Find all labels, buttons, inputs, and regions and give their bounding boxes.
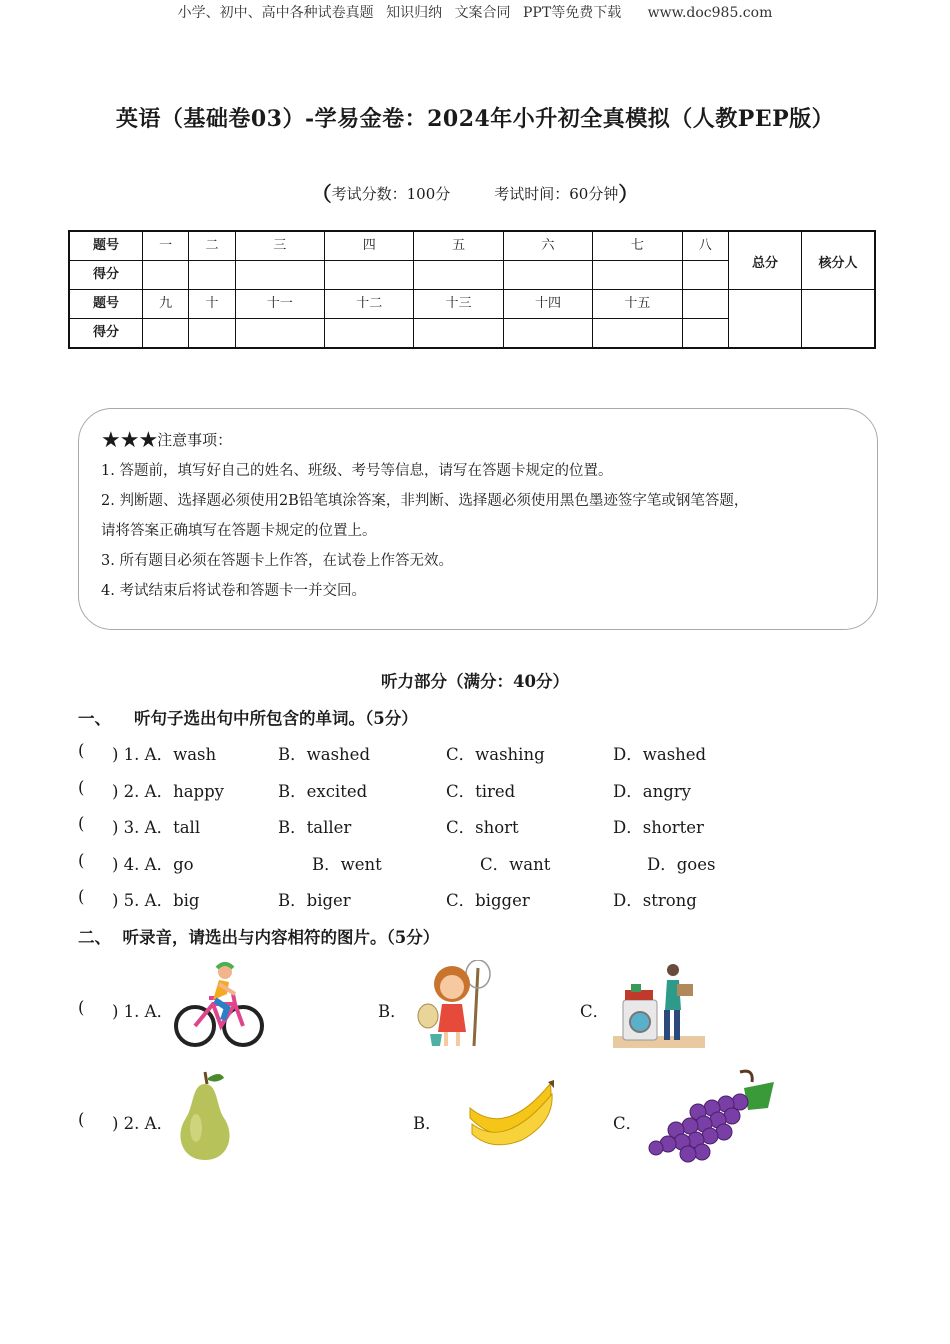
question-number <box>682 290 728 319</box>
question-number: 三 <box>235 231 324 261</box>
score-cell[interactable] <box>325 319 414 349</box>
question-number: 二 <box>189 231 235 261</box>
question-option-b: B．taller <box>278 818 352 837</box>
checker-cell[interactable] <box>802 290 876 349</box>
score-cell[interactable] <box>235 319 324 349</box>
question-option-a: ) 1. A．wash <box>112 745 217 764</box>
question-number: 五 <box>414 231 503 261</box>
question-option-d: D．goes <box>647 855 716 874</box>
question-number: 十一 <box>235 290 324 319</box>
question-number: 十 <box>189 290 235 319</box>
question-number: 七 <box>593 231 682 261</box>
question-option-b: B．went <box>312 855 382 874</box>
score-cell[interactable] <box>593 261 682 290</box>
score-cell[interactable] <box>503 319 592 349</box>
exam-info-close: ） <box>618 182 639 206</box>
picture-option-c-label: C． <box>580 1002 610 1021</box>
exam-time: 考试时间：60分钟 <box>494 185 619 203</box>
question-option-c: C．want <box>480 855 551 874</box>
laundry-picture[interactable] <box>613 962 705 1050</box>
answer-bracket[interactable]: ( <box>78 814 85 833</box>
header-item: 知识归纳 <box>386 5 443 21</box>
star-icon: ★★★ <box>101 428 158 453</box>
header-link[interactable]: www.doc985.com <box>647 5 773 21</box>
score-cell[interactable] <box>325 261 414 290</box>
header-bar <box>0 2 950 22</box>
answer-bracket[interactable]: ( <box>78 887 85 906</box>
picture-question-row <box>78 1068 898 1168</box>
answer-bracket[interactable]: ( <box>78 741 85 760</box>
question-row <box>78 778 898 804</box>
question-row <box>78 741 898 767</box>
question-option-d: D．washed <box>613 745 707 764</box>
question-number: 十三 <box>414 290 503 319</box>
exam-score: 考试分数：100分 <box>331 185 451 203</box>
answer-bracket[interactable]: ( <box>78 851 85 870</box>
answer-bracket[interactable]: ( <box>78 1110 85 1129</box>
question-row <box>78 814 898 840</box>
question-option-b: B．washed <box>278 745 371 764</box>
notice-heading <box>101 425 855 456</box>
picture-option-b-label: B． <box>413 1114 442 1133</box>
notice-heading-text: 注意事项： <box>157 431 233 449</box>
header-item: 小学、初中、高中各种试卷真题 <box>177 5 374 21</box>
exam-info-open: （ <box>311 182 332 206</box>
question-option-a: ) 5. A．big <box>112 891 200 910</box>
total-score-cell[interactable] <box>729 290 802 349</box>
score-cell[interactable] <box>593 319 682 349</box>
question-number: 十二 <box>325 290 414 319</box>
question-row <box>78 851 898 877</box>
score-cell[interactable] <box>189 319 235 349</box>
notice-item: 4. 考试结束后将试卷和答题卡一并交回。 <box>101 583 366 599</box>
notice-item: 1. 答题前，填写好自己的姓名、班级、考号等信息，请写在答题卡规定的位置。 <box>101 463 613 479</box>
question-option-a: ) 2. A．happy <box>112 782 224 801</box>
question-option-d: D．strong <box>613 891 697 910</box>
score-cell[interactable] <box>414 261 503 290</box>
answer-bracket[interactable]: ( <box>78 998 85 1017</box>
part2-heading: 二、 听录音，请选出与内容相符的图片。（5分） <box>78 928 440 947</box>
question-option-c: C．tired <box>446 782 516 801</box>
score-table <box>68 230 876 349</box>
header-item: PPT等免费下载 <box>523 5 622 21</box>
notice-item: 3. 所有题目必须在答题卡上作答，在试卷上作答无效。 <box>101 553 453 569</box>
picture-option-a-label: ) 2. A． <box>112 1114 174 1133</box>
question-option-c: C．washing <box>446 745 545 764</box>
question-number: 六 <box>503 231 592 261</box>
exam-info <box>0 178 950 207</box>
question-number: 八 <box>682 231 728 261</box>
bicycle-rider-picture[interactable] <box>173 960 265 1050</box>
picture-question-row <box>78 958 898 1054</box>
score-cell[interactable] <box>682 261 728 290</box>
grapes-picture[interactable] <box>644 1068 780 1164</box>
question-option-b: B．biger <box>278 891 351 910</box>
score-cell[interactable] <box>143 319 189 349</box>
girl-with-net-picture[interactable] <box>408 960 500 1050</box>
question-option-b: B．excited <box>278 782 368 801</box>
question-number: 十五 <box>593 290 682 319</box>
score-cell[interactable] <box>235 261 324 290</box>
question-option-a: ) 3. A．tall <box>112 818 201 837</box>
question-option-d: D．angry <box>613 782 691 801</box>
question-option-c: C．bigger <box>446 891 530 910</box>
score-cell[interactable] <box>189 261 235 290</box>
total-score-header: 总分 <box>729 231 802 290</box>
checker-header: 核分人 <box>802 231 876 290</box>
question-option-d: D．shorter <box>613 818 704 837</box>
pear-picture[interactable] <box>170 1068 240 1162</box>
question-number: 九 <box>143 290 189 319</box>
part1-heading: 一、 听句子选出句中所包含的单词。（5分） <box>78 709 418 728</box>
question-number: 四 <box>325 231 414 261</box>
header-item: 文案合同 <box>454 5 511 21</box>
question-option-a: ) 4. A．go <box>112 855 194 874</box>
score-cell[interactable] <box>143 261 189 290</box>
answer-bracket[interactable]: ( <box>78 778 85 797</box>
question-row <box>78 887 898 913</box>
notice-item: 2. 判断题、选择题必须使用2B铅笔填涂答案，非判断、选择题必须使用黑色墨迹签字笔或钢笔答题， <box>101 493 749 509</box>
table-label: 得分 <box>69 261 143 290</box>
table-label: 题号 <box>69 231 143 261</box>
table-label: 得分 <box>69 319 143 349</box>
question-number: 一 <box>143 231 189 261</box>
question-number: 十四 <box>503 290 592 319</box>
page-title: 英语（基础卷03）-学易金卷：2024年小升初全真模拟（人教PEP版） <box>115 106 835 132</box>
section-title: 听力部分（满分：40分） <box>381 672 569 691</box>
bananas-picture[interactable] <box>466 1078 558 1148</box>
picture-option-c-label: C． <box>613 1114 643 1133</box>
picture-option-b-label: B． <box>378 1002 407 1021</box>
table-label: 题号 <box>69 290 143 319</box>
question-option-c: C．short <box>446 818 519 837</box>
picture-option-a-label: ) 1. A． <box>112 1002 174 1021</box>
score-cell[interactable] <box>503 261 592 290</box>
notice-item: 请将答案正确填写在答题卡规定的位置上。 <box>101 523 377 539</box>
score-cell[interactable] <box>414 319 503 349</box>
score-cell[interactable] <box>682 319 728 349</box>
notice-box <box>78 408 878 630</box>
